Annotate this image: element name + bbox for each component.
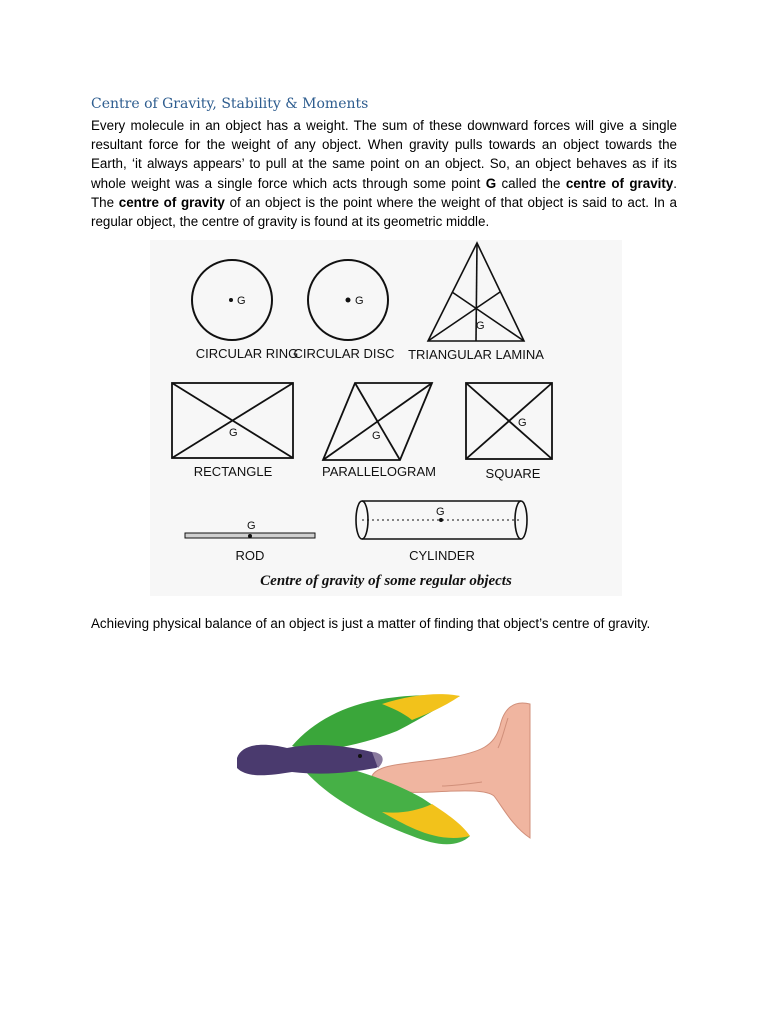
intro-bold-cog-2: centre of gravity bbox=[118, 194, 225, 210]
disc-g-label: G bbox=[355, 295, 364, 307]
square-g-label: G bbox=[518, 417, 527, 429]
circular-disc-label: CIRCULAR DISC bbox=[293, 346, 395, 361]
cylinder-g-label: G bbox=[436, 506, 445, 518]
balancing-bird-illustration bbox=[232, 686, 532, 866]
rectangle-label: RECTANGLE bbox=[193, 464, 273, 479]
rod-label: ROD bbox=[235, 548, 265, 563]
balance-paragraph: Achieving physical balance of an object is just a matter of finding that object’s centre of gravity. bbox=[91, 616, 651, 631]
square-label: SQUARE bbox=[485, 466, 541, 481]
parallelogram-g-label: G bbox=[372, 430, 381, 442]
intro-text-1: Every molecule in an object has a weight. The sum of these downward forces will give a single resultant force for the weight of any object. When gravity pulls towards an object towards the Earth, ‘it always appears’ to pull at the same point on an object. So, an object behaves as if its whole weight was a single force which acts through some point bbox=[91, 118, 677, 191]
intro-paragraph bbox=[91, 116, 677, 231]
figure-caption: Centre of gravity of some regular objects bbox=[260, 573, 512, 589]
intro-text-2: called the bbox=[496, 175, 566, 191]
bird-eye bbox=[358, 754, 362, 758]
circular-ring-label: CIRCULAR RING bbox=[195, 346, 299, 361]
rod-g-label: G bbox=[247, 520, 256, 532]
intro-bold-cog-1: centre of gravity bbox=[565, 175, 674, 191]
centre-of-gravity-figure bbox=[150, 240, 622, 596]
cylinder-label: CYLINDER bbox=[409, 548, 475, 563]
rod-shape bbox=[185, 533, 315, 538]
bird-body bbox=[237, 745, 381, 775]
intro-text-3: . The bbox=[91, 175, 678, 210]
intro-text-4: of an object is the point where the weight of that object is said to act. In a regular object, the centre of gravity is found at its geometric middle. bbox=[91, 194, 677, 230]
page-heading: Centre of Gravity, Stability & Moments bbox=[91, 96, 369, 112]
triangular-lamina-label: TRIANGULAR LAMINA bbox=[408, 347, 544, 362]
ring-g-label: G bbox=[237, 295, 246, 307]
figure-svg bbox=[150, 240, 622, 596]
parallelogram-label: PARALLELOGRAM bbox=[322, 464, 436, 479]
rectangle-g-label: G bbox=[229, 427, 238, 439]
balancing-bird-photo bbox=[232, 686, 532, 866]
triangle-g-label: G bbox=[476, 320, 485, 332]
intro-bold-g: G bbox=[485, 175, 497, 191]
